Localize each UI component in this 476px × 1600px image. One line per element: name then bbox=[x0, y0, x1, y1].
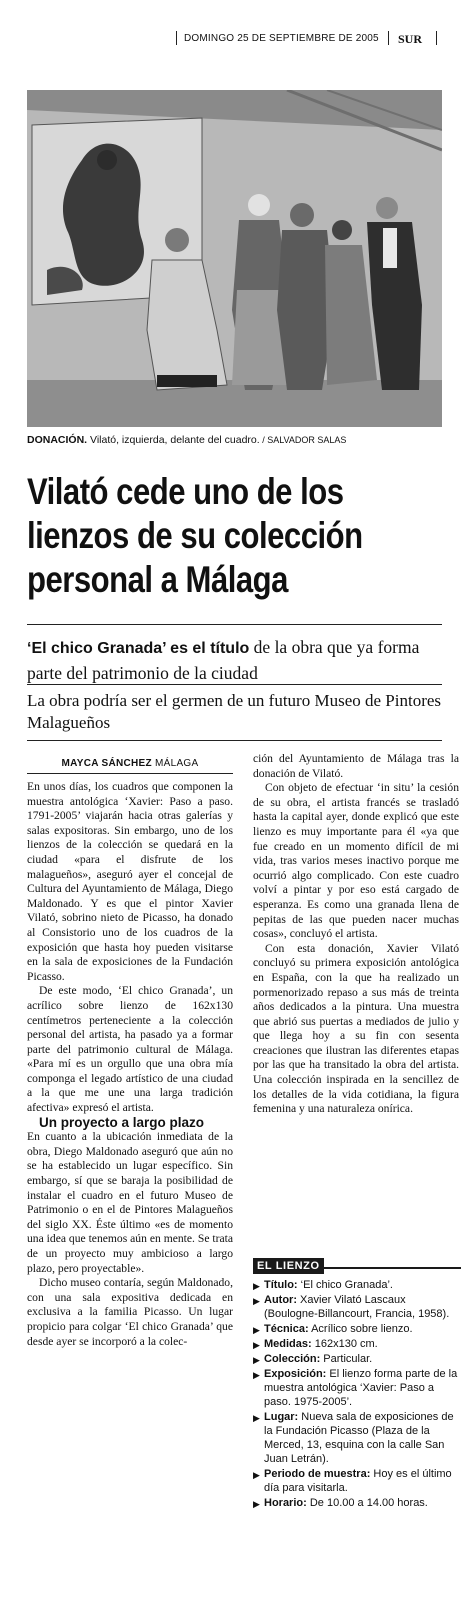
photo-credit: / SALVADOR SALAS bbox=[259, 435, 347, 445]
fact-value: Xavier Vilató Lascaux (Boulogne-Billancourt, Francia, 1958). bbox=[264, 1294, 450, 1320]
fact-label: Título: bbox=[264, 1279, 298, 1291]
fact-item bbox=[253, 1467, 461, 1495]
subtitle-rest: de la obra que ya forma parte del patrimonio de la ciudad bbox=[27, 637, 420, 683]
photo-illustration bbox=[27, 90, 442, 427]
fact-item bbox=[253, 1337, 461, 1351]
paragraph: En unos días, los cuadros que componen la muestra antológica ‘Xavier: Paso a paso. 1791-2005’ viajarán hacia otras galerías y salas expositoras. Sin embargo, uno de los lienzos de la colección se quedará en la ciudad «para el disfrute de los malagueños», aseguró ayer el concejal de Cultura del Ayuntamiento de Málaga, Diego Maldonado. Y es que el pintor Xavier Vilató, sobrino nieto de Picasso, ha donado al Consistorio uno de los cuadros de la exposición que hasta hoy pueden visitarse en la sala de exposiciones de la Fundación Picasso. bbox=[27, 780, 233, 983]
article-headline bbox=[27, 470, 380, 602]
fact-item bbox=[253, 1367, 461, 1409]
fact-value: Hoy es el último día para visitarla. bbox=[264, 1468, 452, 1494]
headline-line: personal a Málaga bbox=[27, 559, 288, 600]
fact-value: Particular. bbox=[320, 1353, 373, 1365]
fact-item bbox=[253, 1293, 461, 1321]
header-divider bbox=[176, 31, 177, 45]
divider-rule bbox=[27, 740, 442, 741]
paragraph: En cuanto a la ubicación inmediata de la obra, Diego Maldonado aseguró que aún no se ha establecido un lugar específico. Sin embargo, sí que se baraja la posibilidad de instalar el cuadro en el futuro Museo de Patrimonio o en el de Pintores Malagueños del siglo XX. Éste último «es de momento una idea que tenemos aún en mente. Se trata de un proyecto muy ambicioso a largo plazo, pero proyectable». bbox=[27, 1130, 233, 1275]
fact-value: Acrílico sobre lienzo. bbox=[308, 1323, 413, 1335]
photo-caption bbox=[27, 434, 442, 446]
subtitle-bold: ‘El chico Granada’ es el título bbox=[27, 640, 250, 657]
divider-rule bbox=[27, 624, 442, 625]
byline bbox=[27, 758, 233, 769]
fact-label: Horario: bbox=[264, 1497, 307, 1509]
paragraph: Dicho museo contaría, según Maldonado, con una sala expositiva dedicada en exclusiva a la familia Picasso. Un lugar propicio para colgar ‘El chico Granada’ que desde ayer se incorporó a la colec- bbox=[27, 1276, 233, 1348]
fact-item bbox=[253, 1322, 461, 1336]
fact-value: El lienzo forma parte de la muestra antológica ‘Xavier: Paso a paso. 1975-2005’. bbox=[264, 1368, 458, 1408]
fact-item bbox=[253, 1496, 461, 1510]
caption-text: Vilató, izquierda, delante del cuadro. bbox=[87, 434, 260, 446]
fact-item bbox=[253, 1410, 461, 1466]
author-name: MAYCA SÁNCHEZ bbox=[61, 758, 152, 769]
fact-label: Colección: bbox=[264, 1353, 321, 1365]
arrow-icon: ▶ bbox=[253, 1355, 260, 1365]
fact-box bbox=[253, 1258, 461, 1511]
arrow-icon: ▶ bbox=[253, 1499, 260, 1509]
arrow-icon: ▶ bbox=[253, 1340, 260, 1350]
section-subhead: Un proyecto a largo plazo bbox=[39, 1114, 205, 1130]
fact-label: Periodo de muestra: bbox=[264, 1468, 371, 1480]
fact-list bbox=[253, 1278, 461, 1510]
caption-label: DONACIÓN. bbox=[27, 434, 88, 446]
headline-line: Vilató cede uno de los bbox=[27, 471, 344, 512]
byline-rule bbox=[27, 773, 233, 774]
paragraph: ción del Ayuntamiento de Málaga tras la donación de Vilató. bbox=[253, 752, 459, 780]
fact-value: 162x130 cm. bbox=[311, 1338, 378, 1350]
fact-item bbox=[253, 1352, 461, 1366]
fact-value: De 10.00 a 14.00 horas. bbox=[306, 1497, 428, 1509]
fact-label: Autor: bbox=[264, 1294, 297, 1306]
fact-label: Medidas: bbox=[264, 1338, 312, 1350]
arrow-icon: ▶ bbox=[253, 1470, 260, 1480]
header-divider bbox=[436, 31, 437, 45]
fact-label: Exposición: bbox=[264, 1368, 327, 1380]
article-subtitle bbox=[27, 635, 442, 685]
publication-name: SUR bbox=[398, 32, 423, 46]
article-column-2 bbox=[253, 752, 459, 1117]
page-header bbox=[0, 30, 476, 48]
article-deck: La obra podría ser el germen de un futuro Museo de Pintores Malagueños bbox=[27, 691, 442, 732]
fact-box-title: EL LIENZO bbox=[253, 1258, 324, 1274]
article-column-1 bbox=[27, 780, 233, 1349]
header-divider bbox=[388, 31, 389, 45]
divider-rule bbox=[27, 684, 442, 685]
headline-line: lienzos de su colección bbox=[27, 515, 363, 556]
arrow-icon: ▶ bbox=[253, 1325, 260, 1335]
header-date: DOMINGO 25 DE SEPTIEMBRE DE 2005 bbox=[184, 33, 379, 44]
fact-item bbox=[253, 1278, 461, 1292]
arrow-icon: ▶ bbox=[253, 1296, 260, 1306]
arrow-icon: ▶ bbox=[253, 1413, 260, 1423]
fact-label: Lugar: bbox=[264, 1411, 299, 1423]
fact-label: Técnica: bbox=[264, 1323, 309, 1335]
paragraph: Con objeto de efectuar ‘in situ’ la cesión de su obra, el artista francés se trasladó hasta la capital ayer, donde explicó que este lienzo es muy importante para él «ya que fue creado en un momento difícil de mi vida, tras varios meses inactivo porque me ocurrió algo complicado. Con este cuadro volví a pintar y por eso está cargado de esperanza. Es como una granada llena de pepitas de las que pueden nacer muchas cosas», concluyó el artista. bbox=[253, 781, 459, 941]
byline-place: MÁLAGA bbox=[151, 758, 199, 769]
paragraph: De este modo, ‘El chico Granada’, un acrílico sobre lienzo de 162x130 centímetros perteneciente a la colección personal del artista, ha pasado ya a formar parte del patrimonio cultural de Málaga. «Para mí es un orgullo que una obra mía componga el legado artístico de una ciudad a la que me une una larga tradición afectiva» expresó el artista. bbox=[27, 984, 233, 1115]
arrow-icon: ▶ bbox=[253, 1370, 260, 1380]
arrow-icon: ▶ bbox=[253, 1281, 260, 1291]
paragraph: Con esta donación, Xavier Vilató concluyó su primera exposición antológica en España, con la que ha realizado un pormenorizado repaso a sus más de treinta años dedicados a la pintura. Una muestra que abrió sus puertas a mediados de julio y que llega hoy a su fin con sesenta creaciones que ilustran las diferentes etapas por las que ha transitado la obra del artista. Una colección inspirada en la sencillez de los detalles de la vida cotidiana, la figura femenina y una naturaleza onírica. bbox=[253, 941, 459, 1116]
article-photo bbox=[27, 90, 442, 427]
fact-value: Nueva sala de exposiciones de la Fundación Picasso (Plaza de la Merced, 13, esquina con la calle San Juan Letrán). bbox=[264, 1411, 454, 1465]
fact-value: ‘El chico Granada’. bbox=[297, 1279, 393, 1291]
